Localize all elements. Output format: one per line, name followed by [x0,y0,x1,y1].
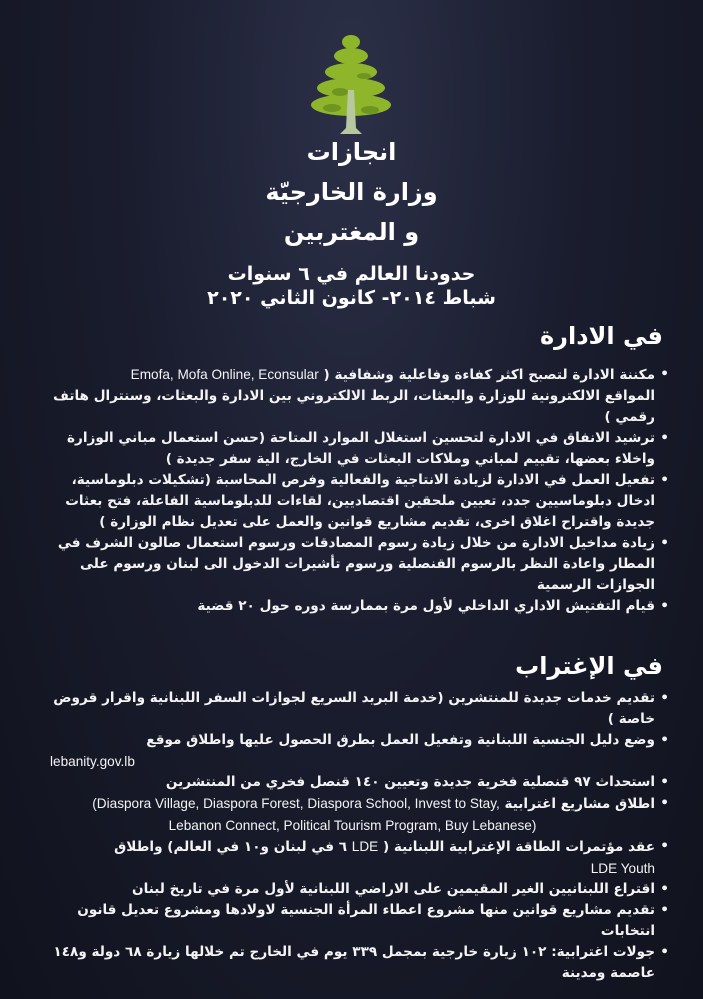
list-item: • زيادة مداخيل الادارة من خلال زيادة رسوم المصادقات ورسوم استعمال صالون الشرف في المطار واعادة النظر بالرسوم القنصلية ورسوم تأشيرات الدخول الى لبنان ورسوم على الجوازات الرسمية [50,533,669,596]
item-text-continued: المواقع الالكترونية للوزارة والبعثات، الربط الالكتروني بين الادارة والبعثات، وسنترال هاتف رقمي ) [53,388,655,425]
cedar-tree-icon [310,30,392,135]
section-title-administration: في الادارة [540,322,663,350]
header [0,132,703,310]
list-item: • اقتراع اللبنانيين الغير المقيمين على الاراضي اللبنانية لأول مرة في تاريخ لبنان [50,879,669,900]
item-text-continued: ٦ في لبنان و١٠ في العالم) واطلاق [114,839,348,855]
item-text: اطلاق مشاريع اغترابية [504,796,655,812]
list-item [50,836,669,879]
administration-list [50,364,669,617]
item-latin-text: lebanity.gov.lb [50,754,135,769]
item-latin-text: LDE [351,839,379,854]
item-latin-text-2: LDE Youth [590,861,655,876]
list-item: • ترشيد الانفاق في الادارة لتحسين استغلال الموارد المتاحة (حسن استعمال مباني الوزارة واخلاء بعضها، تقييم لمباني وملاكات البعثات في الخارج، الية سفر جديدة ) [50,428,669,470]
list-item [50,364,669,428]
item-text: وضع دليل الجنسية اللبنانية وتفعيل العمل بطرق الحصول عليها واطلاق موقع [146,732,655,748]
item-latin-text: (Diaspora Village, Diaspora Forest, Diaspora School, Invest to Stay, [92,796,500,811]
list-item: • استحداث ٩٧ قنصلية فخرية جديدة وتعيين ١٤٠ قنصل فخري من المنتشرين [50,772,669,793]
list-item: • تفعيل العمل في الادارة لزيادة الانتاجية والفعالية وفرص المحاسبة (تشكيلات دبلوماسية، ادخال دبلوماسيين جدد، تعيين ملحقين اقتصاديين، لقاءات للدبلوماسية الفاعلة، فتح بعثات جديدة واقتراح اغلاق اخرى، تقديم مشاريع قوانين والعمل على تعديل نظام الوزارة ) [50,470,669,533]
item-latin-text-continued: Lebanon Connect, Political Tourism Program, Buy Lebanese) [168,818,537,833]
list-item: • جولات اغترابية: ١٠٢ زيارة خارجية بمجمل ٣٣٩ يوم في الخارج تم خلالها زيارة ٦٨ دولة و١٤٨ عاصمة ومدينة [50,942,669,984]
title-line-2: وزارة الخارجيّة [265,178,438,206]
list-item: • تقديم مشاريع قوانين منها مشروع اعطاء المرأة الجنسية لاولادها ومشروع تعديل قانون انتخابات [50,900,669,942]
section-title-diaspora: في الإغتراب [515,652,663,680]
item-latin-text: Emofa, Mofa Online, Econsular [130,367,319,382]
diaspora-list [50,688,669,984]
list-item: • تقديم خدمات جديدة للمنتشرين (خدمة البريد السريع لجوازات السفر اللبنانية واقرار قروض خاصة ) [50,688,669,730]
title-line-1: انجازات [306,138,397,166]
item-text: مكننة الادارة لتصبح اكثر كفاءة وفاعلية وشفافية ( [323,367,655,383]
item-text: عقد مؤتمرات الطاقة الإغترابية اللبنانية ( [382,839,655,855]
list-item [50,730,669,772]
subtitle-line-1: حدودنا العالم في ٦ سنوات [227,263,476,285]
title-line-3: و المغتربين [283,218,420,246]
list-item [50,793,669,836]
subtitle-date-range: شباط ٢٠١٤- كانون الثاني ٢٠٢٠ [207,287,496,309]
list-item: • قيام التفتيش الاداري الداخلي لأول مرة بممارسة دوره حول ٢٠ قضية [50,596,669,617]
